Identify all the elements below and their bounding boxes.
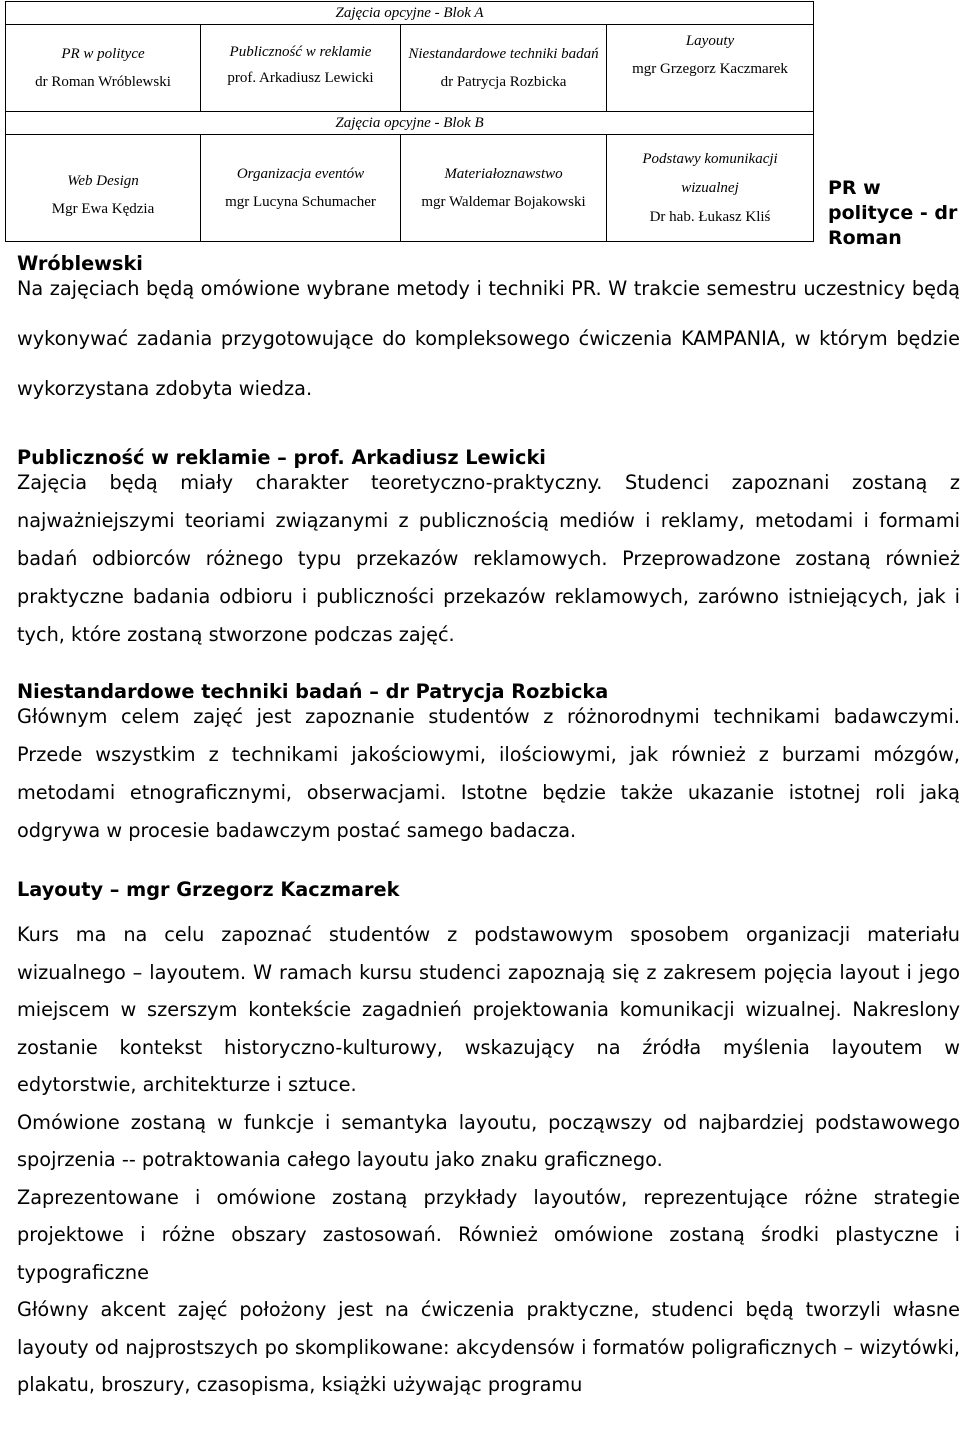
course-title: Podstawy komunikacji wizualnej — [642, 150, 778, 196]
section-publicznosc — [17, 445, 960, 654]
block-b-title: Zajęcia opcyjne - Blok B — [6, 112, 814, 135]
course-cell — [607, 135, 814, 242]
pr-heading-float: PR w polityce - dr Roman — [828, 177, 958, 249]
layouty-paragraph: Główny akcent zajęć położony jest na ćwiczenia praktyczne, studenci będą tworzyli własne layouty od najprostszych po skomplikowane: akcydensów i formatów poligraficznych – wizytówki, plakatu, broszury, czasopisma, książki używając programu — [17, 1298, 960, 1396]
course-schedule-table — [5, 1, 814, 242]
section-pr — [17, 251, 960, 414]
course-title: Publiczność w reklamie — [229, 44, 372, 60]
pr-body: Na zajęciach będą omówione wybrane metody i techniki PR. W trakcie semestru uczestnicy będą wykonywać zadania przygotowujące do kompleksowego ćwiczenia KAMPANIA, w którym będzie wykorzystana zdobyta wiedza. — [17, 277, 960, 400]
layouty-heading: Layouty – mgr Grzegorz Kaczmarek — [17, 878, 400, 901]
course-title: Organizacja eventów — [236, 166, 365, 182]
course-teacher: mgr Lucyna Schumacher — [225, 194, 376, 210]
course-teacher: mgr Grzegorz Kaczmarek — [632, 61, 788, 77]
layouty-paragraph: Zaprezentowane i omówione zostaną przykłady layoutów, reprezentujące różne strategie projektowe i różne obszary zastosowań. Również omówione zostaną środki plastyczne i typograficzne — [17, 1185, 960, 1284]
course-teacher: dr Roman Wróblewski — [35, 74, 171, 90]
block-b-header-row — [6, 112, 814, 135]
course-title: Layouty — [685, 33, 735, 49]
block-a-row — [6, 25, 814, 112]
course-cell — [6, 135, 201, 242]
block-a-title: Zajęcia opcyjne - Blok A — [6, 2, 814, 25]
course-cell — [401, 135, 607, 242]
course-cell — [201, 135, 401, 242]
block-a-header-row — [6, 2, 814, 25]
block-b-row — [6, 135, 814, 242]
course-teacher: Mgr Ewa Kędzia — [51, 201, 155, 217]
pr-heading-rest: Wróblewski — [17, 252, 143, 275]
publicznosc-body: Zajęcia będą miały charakter teoretyczno-praktyczny. Studenci zapoznani zostaną z najważniejszymi teoriami związanymi z publicznością mediów i reklamy, metodami i formami badań odbiorców różnego typu przekazów reklamowych. Przeprowadzone zostaną również praktyczne badania odbioru i publiczności przekazów reklamowych, zarówno istniejących, jak i tych, które zostaną stworzone podczas zajęć. — [17, 471, 960, 646]
course-cell — [401, 25, 607, 112]
course-cell — [201, 25, 401, 112]
course-title: Web Design — [67, 173, 139, 189]
document-body — [17, 251, 960, 1404]
course-teacher: mgr Waldemar Bojakowski — [421, 194, 586, 210]
layouty-paragraph: Kurs ma na celu zapoznać studentów z podstawowym sposobem organizacji materiału wizualnego – layoutem. W ramach kursu studenci zapoznają się z zakresem pojęcia layout i jego miejscem w szerszym kontekście zagadnień projektowania komunikacji wizualnej. Nakreslony zostanie kontekst historyczno-kulturowy, wskazujący na źródła myślenia layoutem w edytorstwie, architekturze i sztuce. — [17, 923, 960, 1096]
course-title: PR w polityce — [61, 46, 145, 62]
course-title: Niestandardowe techniki badań — [408, 46, 599, 62]
section-layouty — [17, 877, 960, 1404]
publicznosc-heading: Publiczność w reklamie – prof. Arkadiusz Lewicki — [17, 446, 546, 469]
techniki-body: Głównym celem zajęć jest zapoznanie studentów z różnorodnymi technikami badawczymi. Przede wszystkim z technikami jakościowymi, ilościowymi, jak również z burzami mózgów, metodami etnograficznymi, obserwacjami. Istotne będzie także ukazanie istotnej roli jaką odgrywa w procesie badawczym postać samego badacza. — [17, 705, 960, 842]
course-teacher: dr Patrycja Rozbicka — [440, 74, 567, 90]
layouty-paragraph: Omówione zostaną w funkcje i semantyka layoutu, począwszy od najbardziej podstawowego spojrzenia -- potraktowania całego layoutu jako znaku graficznego. — [17, 1110, 960, 1171]
course-teacher: Dr hab. Łukasz Kliś — [649, 208, 771, 225]
course-title: Materiałoznawstwo — [444, 166, 563, 182]
course-teacher: prof. Arkadiusz Lewicki — [227, 70, 374, 86]
section-techniki — [17, 679, 960, 850]
techniki-heading: Niestandardowe techniki badań – dr Patrycja Rozbicka — [17, 680, 609, 703]
course-cell — [607, 25, 814, 112]
course-cell — [6, 25, 201, 112]
